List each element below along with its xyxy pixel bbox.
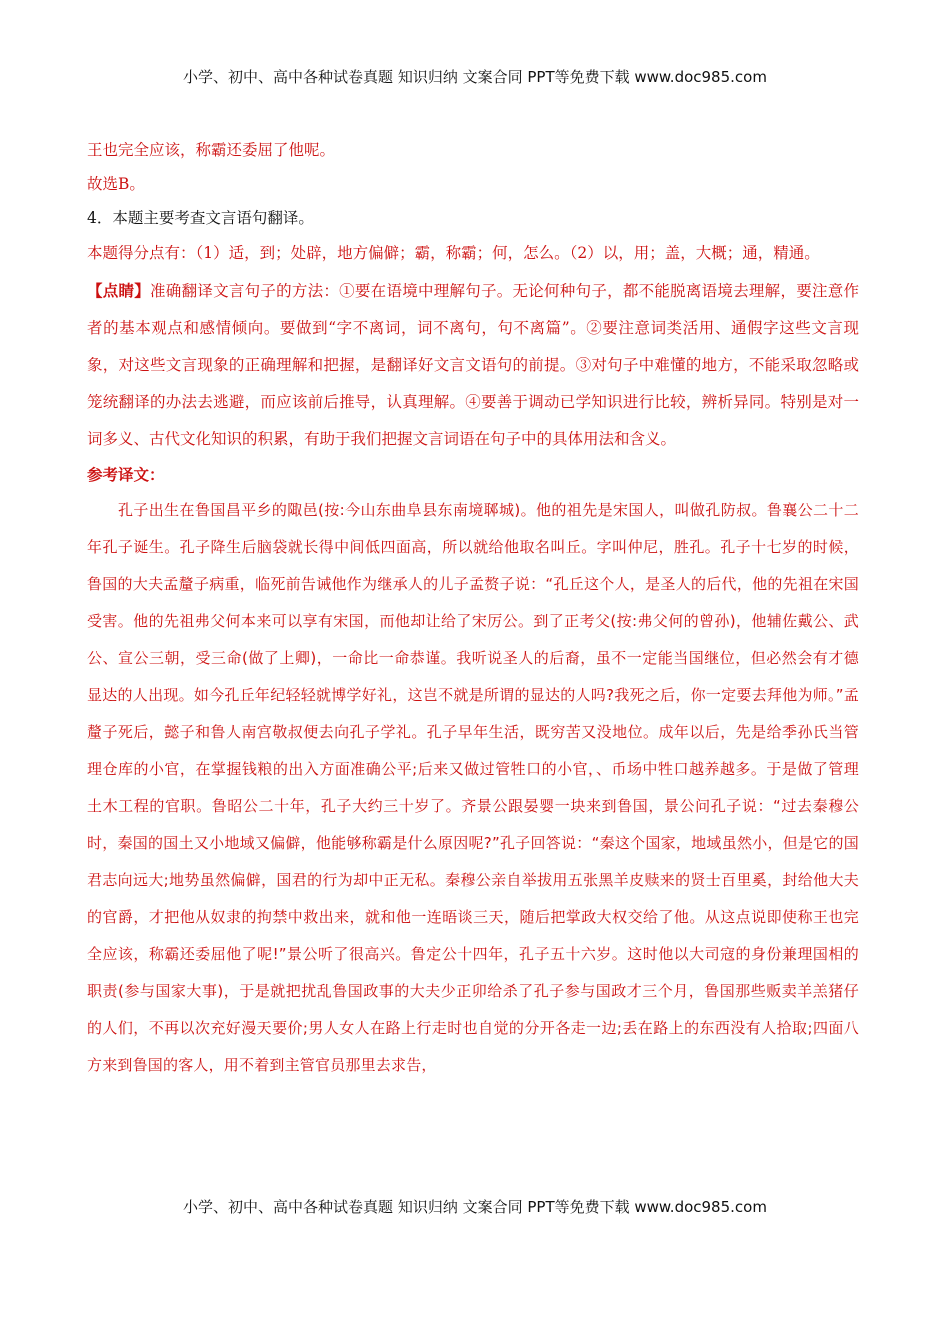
answer-choice-line: 故选B。	[87, 175, 145, 193]
reference-translation-text: 孔子出生在鲁国昌平乡的陬邑(按:今山东曲阜县东南境郰城)。他的祖先是宋国人，叫做孔防叔。鲁襄公二十二年孔子诞生。孔子降生后脑袋就长得中间低四面高，所以就给他取名叫丘。字叫仲尼，胜孔。孔子十七岁的时候，鲁国的大夫孟釐子病重，临死前告诫他作为继承人的儿子孟赘子说：“孔丘这个人，是圣人的后代，他的先祖在宋国受害。他的先祖弗父何本来可以享有宋国，而他却让给了宋厉公。到了正考父(按:弗父何的曾孙)，他辅佐戴公、武公、宣公三朝，受三命(做了上卿)，一命比一命恭谨。我听说圣人的后裔，虽不一定能当国继位，但必然会有才德显达的人出现。如今孔丘年纪轻轻就博学好礼，这岂不就是所谓的显达的人吗?我死之后，你一定要去拜他为师。”孟釐子死后，懿子和鲁人南宫敬叔便去向孔子学礼。孔子早年生活，既穷苦又没地位。成年以后，先是给季孙氏当管理仓库的小官，在掌握钱粮的出入方面准确公平;后来又做过管牲口的小官，、币场中牲口越养越多。于是做了管理土木工程的官职。鲁昭公二十年，孔子大约三十岁了。齐景公跟晏婴一块来到鲁国，景公问孔子说：“过去秦穆公时，秦国的国土又小地域又偏僻，他能够称霸是什么原因呢?”孔子回答说：“秦这个国家，地域虽然小，但是它的国君志向远大;地势虽然偏僻，国君的行为却中正无私。秦穆公亲自举拔用五张黑羊皮赎来的贤士百里奚，封给他大夫的官爵，才把他从奴隶的拘禁中救出来，就和他一连晤谈三天，随后把掌政大权交给了他。从这点说即使称王也完全应该，称霸还委屈他了呢!”景公听了很高兴。鲁定公十四年，孔子五十六岁。这时他以大司寇的身份兼理国相的职责(参与国家大事)，于是就把扰乱鲁国政事的大夫少正卯给杀了孔子参与国政才三个月，鲁国那些贩卖羊羔猪仔的人们，不再以次充好漫天要价;男人女人在路上行走时也自觉的分开各走一边;丢在路上的东西没有人拾取;四面八方来到鲁国的客人，用不着到主管官员那里去求告，	[87, 501, 859, 1074]
scoring-points: 本题得分点有：（1）适，到；处辟，地方偏僻；霸，称霸；何，怎么。（2）以，用；盖，大概；通，精通。	[87, 244, 820, 262]
tip-label: 【点睛】	[87, 281, 151, 300]
tip-text: 准确翻译文言句子的方法：①要在语境中理解句子。无论何种句子，都不能脱离语境去理解，要注意作者的基本观点和感情倾向。要做到“字不离词，词不离句，句不离篇”。②要注意词类活用、通假字这些文言现象，对这些文言现象的正确理解和把握，是翻译好文言文语句的前提。③对句子中难懂的地方，不能采取忽略或笼统翻译的办法去逃避，而应该前后推导，认真理解。④要善于调动已学知识进行比较，辨析异同。特别是对一词多义、古代文化知识的积累，有助于我们把握文言词语在句子中的具体用法和含义。	[87, 282, 859, 448]
question-4-heading: 4．本题主要考查文言语句翻译。	[87, 209, 314, 227]
tip-paragraph	[87, 272, 859, 458]
page-footer: 小学、初中、高中各种试卷真题 知识归纳 文案合同 PPT等免费下载 www.doc985.com	[183, 1198, 767, 1216]
answer-content	[87, 133, 859, 1084]
page-header: 小学、初中、高中各种试卷真题 知识归纳 文案合同 PPT等免费下载 www.doc985.com	[183, 68, 767, 86]
reference-translation-label: 参考译文：	[87, 465, 165, 484]
answer-line-1: 王也完全应该，称霸还委屈了他呢。	[87, 141, 336, 159]
